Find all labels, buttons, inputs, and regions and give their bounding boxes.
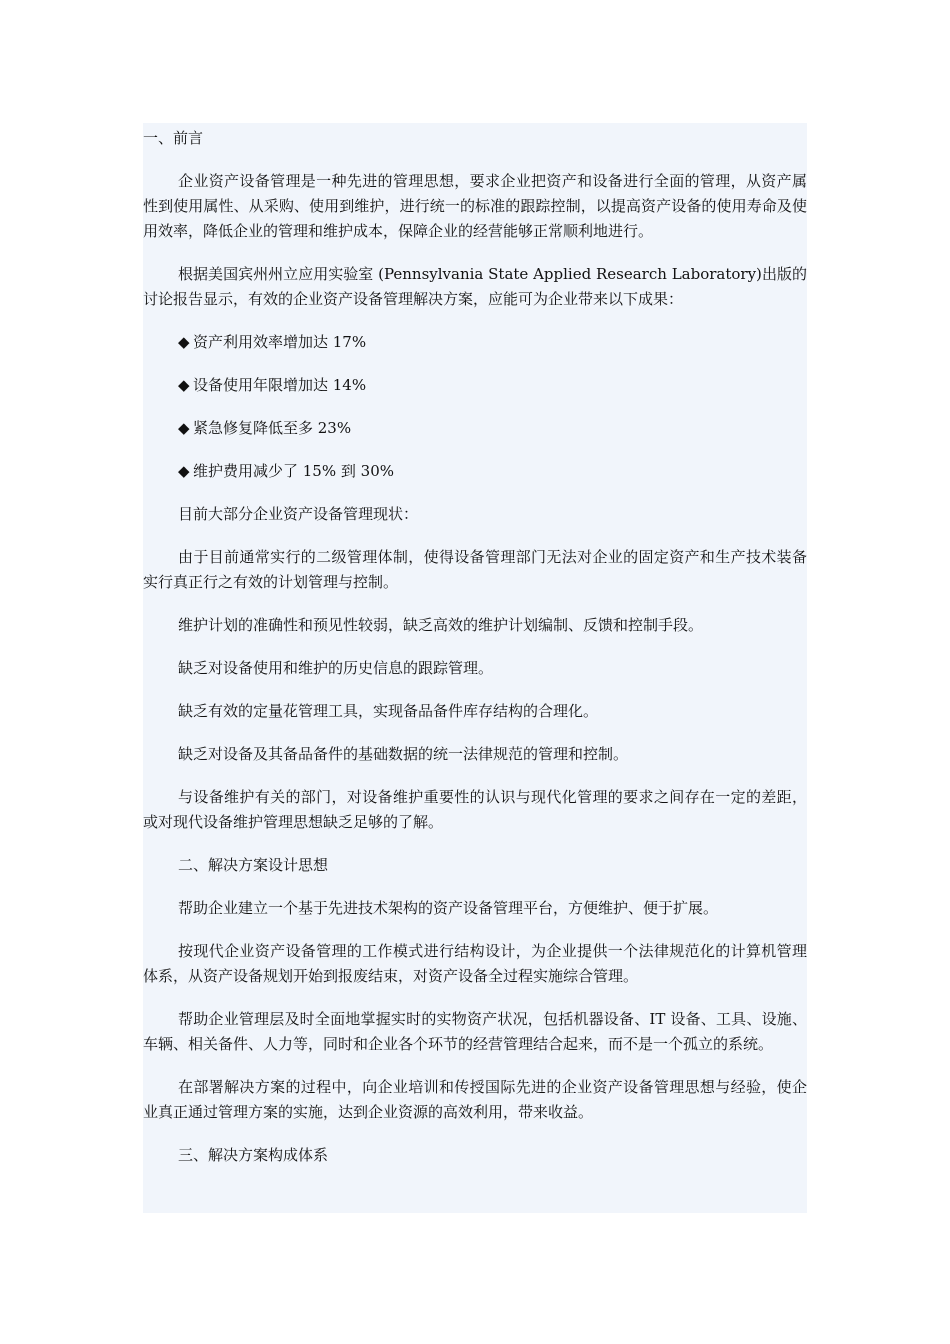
status-paragraph: 缺乏对设备及其备品备件的基础数据的统一法律规范的管理和控制。: [178, 745, 629, 763]
status-paragraph: 与设备维护有关的部门，对设备维护重要性的认识与现代化管理的要求之间存在一定的差距，或对现代设备维护管理思想缺乏足够的了解。: [143, 788, 807, 831]
status-paragraph: 缺乏有效的定量花管理工具，实现备品备件库存结构的合理化。: [178, 702, 599, 720]
bullet-text: 维护费用减少了 15% 到 30%: [193, 462, 394, 480]
diamond-bullet-icon: ◆: [178, 419, 190, 437]
design-paragraph: 在部署解决方案的过程中，向企业培训和传授国际先进的企业资产设备管理思想与经验，使企业真正通过管理方案的实施，达到企业资源的高效利用，带来收益。: [143, 1078, 807, 1121]
intro-paragraph: 企业资产设备管理是一种先进的管理思想，要求企业把资产和设备进行全面的管理，从资产属性到使用属性、从采购、使用到维护，进行统一的标准的跟踪控制，以提高资产设备的使用寿命及使用效率，降低企业的管理和维护成本，保障企业的经营能够正常顺利地进行。: [143, 172, 807, 240]
design-paragraph: 帮助企业管理层及时全面地掌握实时的实物资产状况，包括机器设备、IT 设备、工具、设施、车辆、相关备件、人力等，同时和企业各个环节的经营管理结合起来，而不是一个孤立的系统。: [143, 1010, 807, 1053]
section-heading-design: 二、解决方案设计思想: [178, 856, 329, 874]
status-paragraph: 缺乏对设备使用和维护的历史信息的跟踪管理。: [178, 659, 494, 677]
bullet-text: 设备使用年限增加达 14%: [193, 376, 367, 394]
document-body: [143, 123, 807, 1168]
status-paragraph: 维护计划的准确性和预见性较弱，缺乏高效的维护计划编制、反馈和控制手段。: [178, 616, 704, 634]
status-paragraph: 由于目前通常实行的二级管理体制，使得设备管理部门无法对企业的固定资产和生产技术装备实行真正行之有效的计划管理与控制。: [143, 548, 807, 591]
section-heading-structure: 三、解决方案构成体系: [178, 1146, 329, 1164]
document-panel: [143, 123, 807, 1213]
bullet-item: [143, 373, 807, 398]
design-paragraph: 按现代企业资产设备管理的工作模式进行结构设计，为企业提供一个法律规范化的计算机管理体系，从资产设备规划开始到报废结束，对资产设备全过程实施综合管理。: [143, 942, 807, 985]
bullet-text: 紧急修复降低至多 23%: [193, 419, 352, 437]
section-heading-preface: 一、前言: [143, 129, 204, 147]
bullet-item: [143, 416, 807, 441]
status-heading: 目前大部分企业资产设备管理现状：: [178, 505, 419, 523]
bullet-item: [143, 459, 807, 484]
diamond-bullet-icon: ◆: [178, 376, 190, 394]
bullet-item: [143, 330, 807, 355]
diamond-bullet-icon: ◆: [178, 462, 190, 480]
research-paragraph: 根据美国宾州州立应用实验室 (Pennsylvania State Applied Research Laboratory)出版的讨论报告显示，有效的企业资产设备管理解决方案，应能可为企业带来以下成果：: [143, 265, 807, 308]
bullet-text: 资产利用效率增加达 17%: [193, 333, 367, 351]
diamond-bullet-icon: ◆: [178, 333, 190, 351]
design-paragraph: 帮助企业建立一个基于先进技术架构的资产设备管理平台，方便维护、便于扩展。: [178, 899, 719, 917]
